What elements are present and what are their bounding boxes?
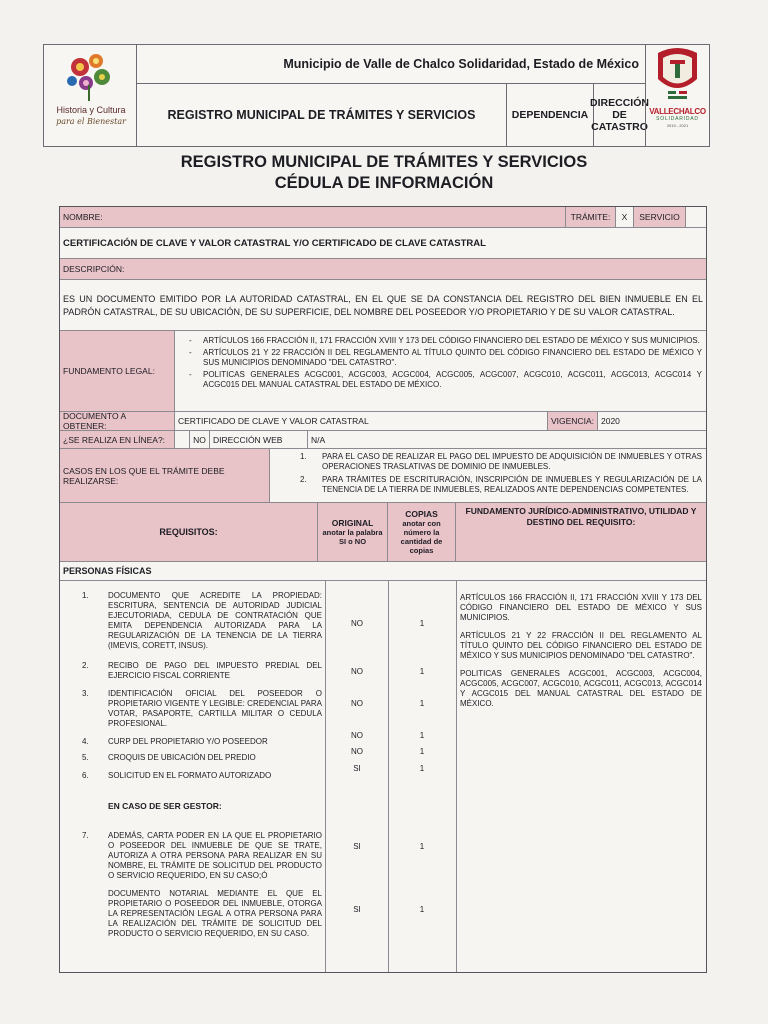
requirement-text: DOCUMENTO QUE ACREDITE LA PROPIEDAD: ESCRITURA, SENTENCIA DE AUTORIDAD JUDICIAL EJECUTORIADA, CEDULA DE CONTRATACIÓN QUE EMITA DEPENDENCIA AUTORIZADA PARA LA REGULARIZACIÓN DE LA TENENCIA DE LA TIERRA (IMEVIS, CORETT, INSUS). (108, 591, 322, 650)
requirements-body (60, 581, 706, 972)
requirement-copias: 1 (419, 619, 425, 628)
column-divider (456, 581, 457, 972)
personas-fisicas-row (60, 562, 706, 581)
requirement-number: 1. (82, 591, 89, 600)
municipality-title: Municipio de Valle de Chalco Solidaridad, Estado de México (137, 45, 645, 84)
web-label: DIRECCIÓN WEB (210, 431, 308, 448)
logo-right-years: 2019 - 2021 (666, 123, 689, 128)
gestor-copias: 1 (419, 842, 425, 851)
personas-fisicas-label: PERSONAS FÍSICAS (63, 566, 152, 576)
fundamento-item (189, 336, 702, 346)
gestor-label: EN CASO DE SER GESTOR: (108, 801, 222, 811)
fundamento-bullet: - (189, 370, 192, 379)
requirement-item (82, 771, 322, 781)
fundamento-item-text: ARTÍCULOS 166 FRACCIÓN II, 171 FRACCIÓN XVIII Y 173 DEL CÓDIGO FINANCIERO DEL ESTADO DE MÉXICO Y SUS MUNICIPIOS. (203, 336, 700, 345)
original-header (318, 503, 388, 561)
en-linea-label: ¿SE REALIZA EN LÍNEA?: (60, 431, 175, 448)
descripcion-header-row (60, 259, 706, 280)
requirement-number: 4. (82, 737, 89, 746)
name-header-row (60, 207, 706, 228)
caso-text: PARA EL CASO DE REALIZAR EL PAGO DEL IMPUESTO DE ADQUISICIÓN DE INMUEBLES Y OTRAS OPERACIONES TRASLATIVAS DE DOMINIO DE INMUEBLES. (322, 452, 702, 471)
copias-sub: anotar con número la cantidad de copias (400, 519, 443, 555)
logo-left-text: Historia y Cultura (56, 105, 126, 115)
requirement-copias: 1 (419, 731, 425, 740)
coat-of-arms-icon (646, 45, 709, 107)
title-line-1: REGISTRO MUNICIPAL DE TRÁMITES Y SERVICIOS (180, 153, 588, 171)
requirement-item (82, 737, 322, 747)
fundamento-item (189, 370, 702, 390)
name-value-row (60, 228, 706, 259)
requirement-item (82, 689, 322, 729)
caso-text: PARA TRÁMITES DE ESCRITURACIÓN, INSCRIPCIÓN DE INMUEBLES Y REGULARIZACIÓN DE LA TENENCIA DE LA TIERRA DE INMUEBLES, REALIZADOS ANTE DEPENDENCIAS COMPETENTES. (322, 475, 702, 494)
documento-label: DOCUMENTO A OBTENER: (60, 412, 175, 430)
casos-row (60, 449, 706, 503)
vigencia-label: VIGENCIA: (548, 412, 598, 430)
fundamento-req-item: ARTÍCULOS 166 FRACCIÓN II, 171 FRACCIÓN XVIII Y 173 DEL CÓDIGO FINANCIERO DEL ESTADO DE MÉXICO Y SUS MUNICIPIOS. (460, 593, 702, 622)
nombre-label: NOMBRE: (60, 207, 566, 227)
requirement-item (82, 591, 322, 651)
requirement-copias: 1 (419, 747, 425, 756)
web-value: N/A (311, 434, 326, 445)
documento-value: CERTIFICADO DE CLAVE Y VALOR CATASTRAL (175, 412, 548, 430)
logo-left-script: para el Bienestar (56, 117, 126, 126)
servicio-mark (686, 207, 706, 227)
requirement-original: NO (351, 619, 363, 628)
casos-label: CASOS EN LOS QUE EL TRÁMITE DEBE REALIZARSE: (60, 449, 270, 502)
requirement-original: NO (351, 747, 363, 756)
en-linea-blank (175, 431, 190, 448)
requirement-number: 2. (82, 661, 89, 670)
caso-number: 2. (300, 475, 307, 484)
requirement-item (82, 661, 322, 681)
requisitos-label: REQUISITOS: (60, 503, 318, 561)
caso-item (300, 475, 702, 495)
requirement-number: 5. (82, 753, 89, 762)
flower-logo-icon (44, 45, 136, 105)
fundamento-label: FUNDAMENTO LEGAL: (60, 331, 175, 411)
name-value: CERTIFICACIÓN DE CLAVE Y VALOR CATASTRAL Y/O CERTIFICADO DE CLAVE CATASTRAL (63, 237, 486, 249)
copias-header (388, 503, 456, 561)
en-linea-value: NO (190, 431, 210, 448)
requirement-original: SI (353, 764, 361, 773)
registry-title: REGISTRO MUNICIPAL DE TRÁMITES Y SERVICIOS (137, 84, 507, 146)
gestor-number: 7. (82, 831, 89, 840)
dependency-label: DEPENDENCIA (507, 84, 594, 146)
requirement-text: SOLICITUD EN EL FORMATO AUTORIZADO (108, 771, 272, 780)
fundamento-legal-row (60, 331, 706, 412)
gestor-original: SI (353, 842, 361, 851)
caso-number: 1. (300, 452, 307, 461)
requirement-copias: 1 (419, 699, 425, 708)
fundamento-bullet: - (189, 336, 192, 345)
dependency-value: DIRECCIÓN DE CATASTRO (590, 96, 649, 134)
tramite-mark: X (616, 207, 634, 227)
fundamento-item-text: POLITICAS GENERALES ACGC001, ACGC003, ACGC004, ACGC005, ACGC007, ACGC010, ACGC011, ACGC013, ACGC014 Y ACGC015 DEL MANUAL CATASTRAL DEL ESTADO DE MÉXICO. (203, 370, 702, 389)
requisitos-header-row (60, 503, 706, 562)
original-title: ORIGINAL (331, 518, 374, 528)
casos-list (270, 449, 706, 502)
gestor-text: DOCUMENTO NOTARIAL MEDIANTE EL QUE EL PROPIETARIO O POSEEDOR DEL INMUEBLE, OTORGA LA REPRESENTACIÓN LEGAL A OTRA PERSONA PARA LA REALIZACIÓN DEL TRÁMITE DE SOLICITUD DEL PRODUCTO O SERVICIO REQUERIDO, EN SU CASO. (108, 889, 322, 938)
requirement-original: NO (351, 667, 363, 676)
vallechalco-logo (645, 45, 709, 146)
fundamento-req-column (460, 593, 702, 709)
descripcion-value-row (60, 280, 706, 331)
gestor-copias: 1 (419, 905, 425, 914)
header-box (43, 44, 710, 147)
logo-right-sub: SOLIDARIDAD (656, 116, 699, 122)
document-title (0, 152, 768, 194)
requirement-text: CROQUIS DE UBICACIÓN DEL PREDIO (108, 753, 256, 762)
requirement-text: RECIBO DE PAGO DEL IMPUESTO PREDIAL DEL EJERCICIO FISCAL CORRIENTE (108, 661, 322, 680)
en-linea-row (60, 431, 706, 449)
tramite-label: TRÁMITE: (566, 207, 616, 227)
descripcion-value: ES UN DOCUMENTO EMITIDO POR LA AUTORIDAD CATASTRAL, EN EL QUE SE DA CONSTANCIA DEL REGISTRO DEL BIEN INMUEBLE EN EL PADRÓN CATASTRAL, DE SU UBICACIÓN, DE SU SUPERFICIE, DEL NOMBRE DEL POSEEDOR Y/O PROPIETARIO Y DE SU VALOR CATASTRAL. (63, 294, 703, 317)
requirement-number: 3. (82, 689, 89, 698)
logo-right-text: VALLECHALCO (649, 107, 706, 116)
column-divider (388, 581, 389, 972)
servicio-label: SERVICIO (634, 207, 686, 227)
fundamento-req-header: FUNDAMENTO JURÍDICO-ADMINISTRATIVO, UTILIDAD Y DESTINO DEL REQUISITO: (465, 506, 697, 527)
requirement-text: CURP DEL PROPIETARIO Y/O POSEEDOR (108, 737, 268, 746)
fundamento-req-item: ARTÍCULOS 21 Y 22 FRACCIÓN II DEL REGLAMENTO AL TÍTULO QUINTO DEL CÓDIGO FINANCIERO DEL ESTADO DE MÉXICO Y SUS MUNICIPIOS DENOMINADO "DEL CATASTRO". (460, 631, 702, 660)
gestor-original: SI (353, 905, 361, 914)
gestor-text: ADEMÁS, CARTA PODER EN LA QUE EL PROPIETARIO O POSEEDOR DEL INMUEBLE DE QUE SE TRATE, AUTORIZA A OTRA PERSONA PARA REALIZAR EN SU NOMBRE, EL TRÁMITE DE SOLICITUD DEL PRODUCTO O SERVICIO REQUERIDO, EN SU CASO;Ó (108, 831, 322, 880)
copias-title: COPIAS (405, 509, 438, 519)
descripcion-label: DESCRIPCIÓN: (63, 264, 125, 274)
requirement-item (82, 753, 322, 763)
vigencia-value: 2020 (601, 416, 620, 426)
requirement-copias: 1 (419, 667, 425, 676)
gestor-item (82, 831, 322, 881)
column-divider (325, 581, 326, 972)
fundamento-req-item: POLITICAS GENERALES ACGC001, ACGC003, ACGC004, ACGC005, ACGC007, ACGC010, ACGC011, ACGC013, ACGC014 Y ACGC015 DEL MANUAL CATASTRAL DEL ESTADO DE MÉXICO. (460, 669, 702, 708)
requirement-original: NO (351, 699, 363, 708)
fundamento-item (189, 348, 702, 368)
requirement-copias: 1 (419, 764, 425, 773)
historia-cultura-logo (44, 45, 137, 146)
requirement-number: 6. (82, 771, 89, 780)
documento-row (60, 412, 706, 431)
gestor-item (108, 889, 322, 939)
requirement-text: IDENTIFICACIÓN OFICIAL DEL POSEEDOR O PROPIETARIO VIGENTE Y LEGIBLE: CREDENCIAL PARA VOTAR, PASAPORTE, CARTILLA MILITAR O CEDULA PROFESIONAL. (108, 689, 322, 728)
requirement-original: NO (351, 731, 363, 740)
title-line-2: CÉDULA DE INFORMACIÓN (274, 174, 494, 192)
fundamento-list (175, 331, 706, 411)
fundamento-bullet: - (189, 348, 192, 357)
information-form (59, 206, 707, 973)
original-sub: anotar la palabra SI o NO (322, 528, 383, 546)
fundamento-item-text: ARTÍCULOS 21 Y 22 FRACCIÓN II DEL REGLAMENTO AL TÍTULO QUINTO DEL CÓDIGO FINANCIERO DEL ESTADO DE MÉXICO Y SUS MUNICIPIOS DENOMINADO "DEL CATASTRO". (203, 348, 702, 367)
caso-item (300, 452, 702, 472)
